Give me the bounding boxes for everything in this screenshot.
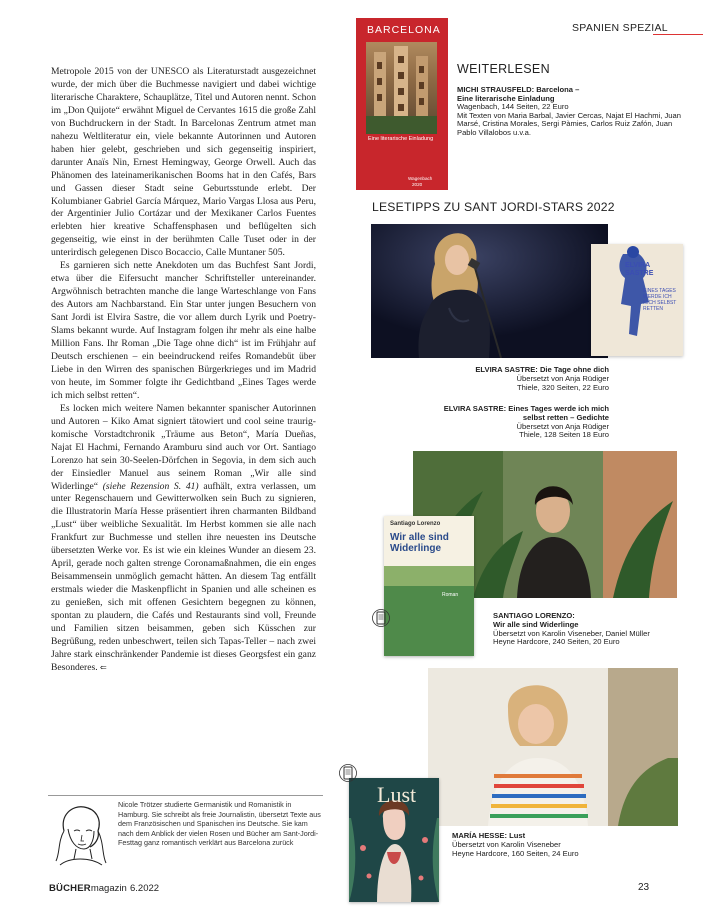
weiterlesen-details: Wagenbach, 144 Seiten, 22 Euro [457, 102, 569, 112]
lorenzo-cover-author: Santiago Lorenzo [390, 521, 441, 527]
cover-title: BARCELONA [367, 24, 441, 36]
page-number: 23 [638, 882, 650, 893]
section-header: SPANIEN SPEZIAL [572, 22, 668, 34]
cover-subtitle: Eine literarische Einladung [368, 136, 434, 142]
book2-details: Thiele, 128 Seiten 18 Euro [519, 430, 609, 440]
author-box-rule [48, 795, 323, 796]
book2-caption [380, 405, 609, 440]
brand-rest: magazin [90, 883, 127, 894]
cover-publisher: Wagenbach [408, 176, 433, 181]
book4-caption [452, 832, 652, 858]
book2-title: Eines Tages werde ich mich [508, 404, 609, 413]
review-reference: (siehe Rezension S. 41) [102, 480, 199, 492]
sastre-poetry-book-cover [591, 244, 683, 356]
author-portrait-sketch [50, 801, 110, 867]
lust-book-cover [349, 778, 439, 902]
weiterlesen-title: Eine literarische Einladung [457, 93, 555, 103]
book3-details: Heyne Hardcore, 240 Seiten, 20 Euro [493, 637, 620, 647]
book4-details: Heyne Hardcore, 160 Seiten, 24 Euro [452, 848, 579, 858]
maria-hesse-photo [428, 668, 678, 826]
lorenzo-book-cover [384, 516, 474, 656]
body-paragraph-3 [51, 403, 316, 675]
book2-translator: Übersetzt von Anja Rüdiger [516, 421, 609, 431]
brand-bold: BÜCHER [49, 883, 91, 894]
book4-author: MARÍA HESSE: [452, 831, 507, 840]
cover-year: 2020 [412, 182, 423, 187]
body-paragraph-1: Metropole 2015 von der UNESCO als Literaturstadt ausgezeichnet wurde, der mich über die Buchmesse navigiert und dabei wichtige literarische Charaktere, Schauplätze, Titel und Autoren nennt. Schon im „Don Quijote“ erwähnt Miguel de Cervantes 1615 die große Zahl von Buchdruckern in der Stadt. In Barcelonas Zentrum atmet man nahezu Weltliteratur ein, viele bekannte Autorinnen und Autoren haben hier gelebt, geschrieben und sich gegenseitig inspiriert, darunter Anaïs Nin, Ernest Hemingway, George Orwell. Auch das Phänomen des lateinamerikanischen Booms hat in den Cafés, Bars und Gassen dieser Stadt seine Geburtsstunde erlebt. Der Kolumbianer Gabriel García Márquez, Mario Vargas Llosa aus Peru, der Argentinier Julio Cortázar und der Mexikaner Carlos Fuentes erlebten hier kreative Schaffensphasen und beflügelten sich gegenseitig, wie einst in der berühmten Calle Tuset oder in der unterirdisch gelegenen Disco Bocaccio, Calle Muntaner 505. [51, 66, 316, 259]
body-paragraph-2: Es garnieren sich nette Anekdoten um das Buchfest Sant Jordi, etwa über die Eifersucht mancher Schriftsteller untereinander. Argwöhnisch betrachten manche die lange Warteschlange von Fans des Autors am Nachbarstand. Ein Star unter jungen Besuchern von Sant Jordi ist Elvira Sastre, die vor allem durch Lyrik und Poetry-Slams bekannt wurde. Auf Instagram folgen ihr mehr als eine halbe Million Fans. Ihr Roman „Die Tage ohne dich“ ist im Frühjahr auf Deutsch erschienen – ein beeindruckend reifes Romandebüt über Liebe in den Wirren des spanischen Bürgerkrieges und im Madrid von heute, im Sommer folgte ihr Gedichtband „Eines Tages werde ich mich selbst retten“. [51, 260, 316, 401]
weiterlesen-texts: Mit Texten von Maria Barbal, Javier Cercas, Najat El Hachmi, Juan Marsé, Cristina Morales, Sergi Pàmies, Carlos Ruiz Zafón, Juan Pablo Villalobos u.v.a. [457, 110, 681, 137]
lust-cover-title: Lust [377, 782, 417, 807]
sastre-cover-title: EINES TAGES WERDE ICH MICH SELBST RETTEN [643, 288, 677, 312]
elvira-sastre-photo [371, 224, 608, 358]
ebook-icon [372, 607, 390, 629]
author-bio: Nicole Trötzer studierte Germanistik und Romanistik in Hamburg. Sie schreibt als freie Journalistin, übersetzt Texte aus dem Französischen und Spanischen ins Deutsche. Sie kam nach dem Anblick der vielen Rosen und Bücher am Sant-Jordi-Festtag ganz romantisch verklärt aus Barcelona zurück [118, 800, 321, 848]
barcelona-book-cover [356, 18, 448, 190]
issue-number: 6.2022 [130, 883, 160, 894]
lorenzo-cover-hills [384, 566, 474, 586]
book4-translator: Übersetzt von Karolin Viseneber [452, 839, 561, 849]
book1-author: ELVIRA SASTRE: [475, 365, 538, 374]
book2-author: ELVIRA SASTRE: [443, 404, 507, 413]
end-mark-icon: ⇐ [100, 662, 107, 672]
cover-photo [366, 42, 437, 134]
book1-details: Thiele, 320 Seiten, 22 Euro [516, 382, 609, 392]
book4-title: Lust [509, 831, 526, 840]
book1-caption [380, 366, 609, 392]
body-paragraph-3b: aufhält, extra verlassen, um unter Regenschauern und Gewitterwolken sein Buch zu signieren, die Illustratorin María Hesse präsentiert ihren charmanten Bildband „Lust“ über weibliche Sexualität. Im Herbst kommen sie alle nach Frankfurt zur Buchmesse und stellen ihre neuesten ins Deutsche übersetzten Werke vor. Es ist wie ein kleines Wunder an diesem 23. April, gerade noch galten strenge Coronamaßnahmen, die ein enges Beisammensein unmöglich gemacht hätten. An diesem Tag entfällt erstmals wieder die Maskenpflicht in Spanien und alle scheinen es zu genießen, sich mit offenen Gesichtern begegnen zu können, spontan zu plaudern, die Cafés und Restaurants sind voll, Freunde und Familien sitzen beisammen, geben sich Küsschen zur Begrüßung, reden unbeschwert, teilen sich Tapas-Teller – nach zwei Jahre stark einschränkender Pandemie ist dieses Georgsfest ein ganz Besonderes. [51, 480, 316, 673]
sastre-cover-author: ELVIRA SASTRE [625, 262, 654, 277]
book1-title: Die Tage ohne dich [539, 365, 609, 374]
header-rule [653, 34, 703, 35]
book3-title: Wir alle sind Widerlinge [493, 619, 579, 629]
body-paragraph-3a: Es locken mich weitere Namen bekannter spanischer Autorinnen und Autoren – Kiko Amat signiert tätowiert und cool seine traurig-komische Vorstadtchronik „Träume aus Beton“, María Dueñas, Najat El Hachmi, Fernando Aramburu sind auch vor Ort. Santiago Lorenzo hat sein 30-Seelen-Dörfchen in Segovia, in dem sich auch der Einsiedler Manuel aus seinem Roman „Wir alle sind Widerlinge“ [51, 402, 316, 492]
book2-title2: selbst retten – Gedichte [522, 412, 609, 422]
weiterlesen-info [457, 86, 702, 138]
magazine-brand [49, 883, 127, 894]
lorenzo-cover-title: Wir alle sind Widerlinge [390, 532, 449, 554]
lesetipps-heading: LESETIPPS ZU SANT JORDI-STARS 2022 [372, 200, 615, 214]
ebook-icon-2 [339, 762, 357, 784]
weiterlesen-heading: WEITERLESEN [457, 62, 550, 76]
book3-author: SANTIAGO LORENZO: [493, 611, 575, 620]
weiterlesen-author: MICHI STRAUSFELD: Barcelona – [457, 85, 580, 94]
book3-translator: Übersetzt von Karolin Viseneber, Daniel Müller [493, 628, 650, 638]
lorenzo-cover-genre: Roman [442, 592, 459, 598]
article-body [51, 66, 316, 675]
book1-translator: Übersetzt von Anja Rüdiger [516, 373, 609, 383]
book3-caption [493, 612, 703, 647]
